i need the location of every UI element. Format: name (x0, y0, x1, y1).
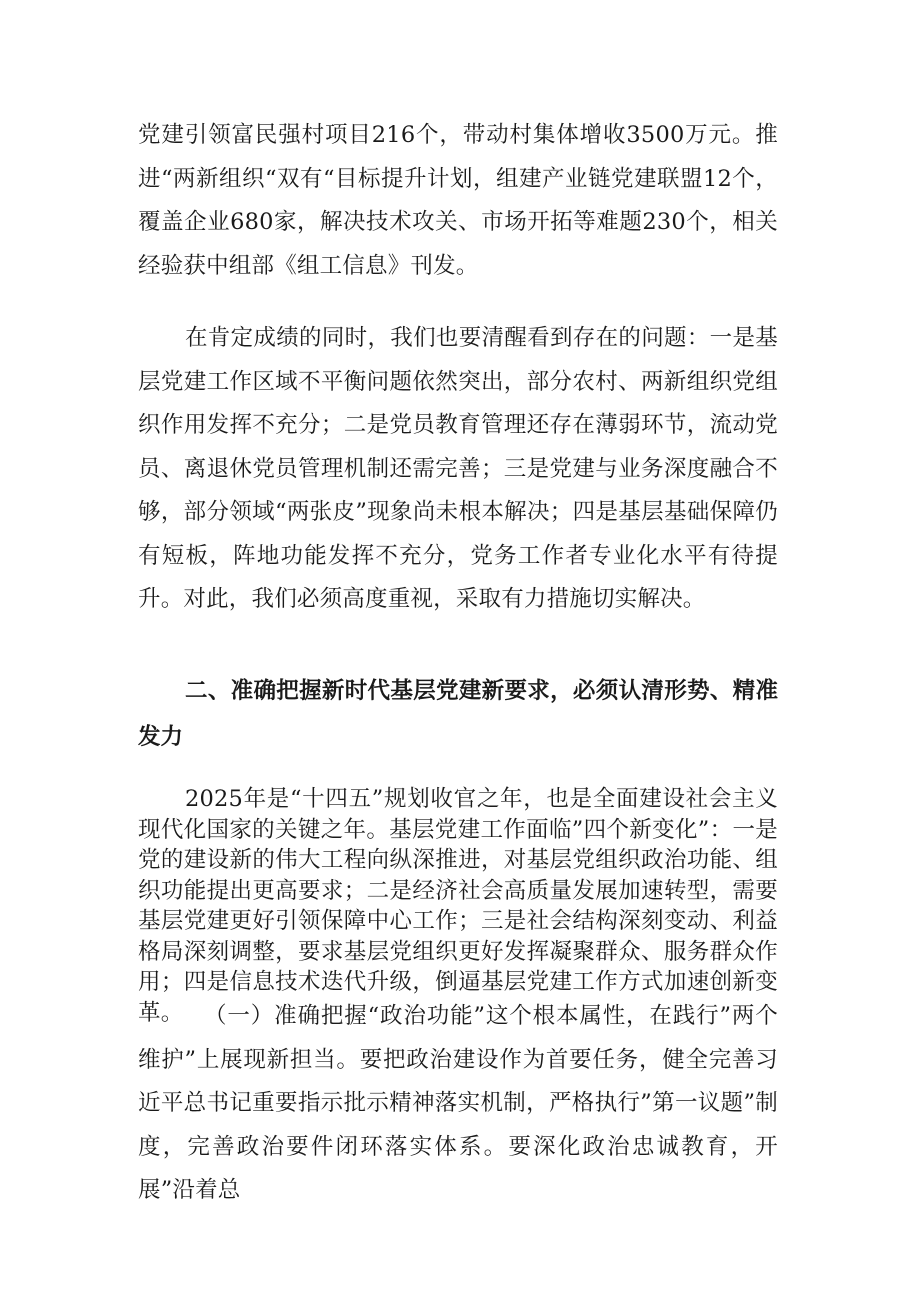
paragraph-situation: 2025年是“十四五”规划收官之年，也是全面建设社会主义现代化国家的关键之年。基层党建工作面临”四个新变化”：一是党的建设新的伟大工程向纵深推进，对基层党组织政治功能、组织功能提出更高要求；二是经济社会高质量发展加速转型，需要基层党建更好引领保障中心工作；三是社会结构深刻变动、利益格局深刻调整，要求基层党组织更好发挥凝聚群众、服务群众作用；四是信息技术迭代升级，倒逼基层党建工作方式加速创新变革。 (138, 786, 778, 1026)
section-heading: 二、准确把握新时代基层党建新要求，必须认清形势、精准发力 (138, 678, 778, 750)
paragraph-achievements: 党建引领富民强村项目216个，带动村集体增收3500万元。推进“两新组织“双有“目标提升计划，组建产业链党建联盟12个，覆盖企业680家，解决技术攻关、市场开拓等难题230个，相关经验获中组部《组工信息》刊发。 (138, 122, 778, 279)
paragraph-political-function: （一）准确把握“政治功能”这个根本属性，在践行”两个维护”上展现新担当。要把政治建设作为首要任务，健全完善习近平总书记重要指示批示精神落实机制，严格执行”第一议题”制度，完善政治要件闭环落实体系。要深化政治忠诚教育，开展”沿着总 (138, 1003, 778, 1203)
paragraph-problems: 在肯定成绩的同时，我们也要清醒看到存在的问题：一是基层党建工作区域不平衡问题依然突出，部分农村、两新组织党组织作用发挥不充分；二是党员教育管理还存在薄弱环节，流动党员、离退休党员管理机制还需完善；三是党建与业务深度融合不够，部分领域“两张皮”现象尚未根本解决；四是基层基础保障仍有短板，阵地功能发挥不充分，党务工作者专业化水平有待提升。对此，我们必须高度重视，采取有力措施切实解决。 (138, 325, 778, 612)
